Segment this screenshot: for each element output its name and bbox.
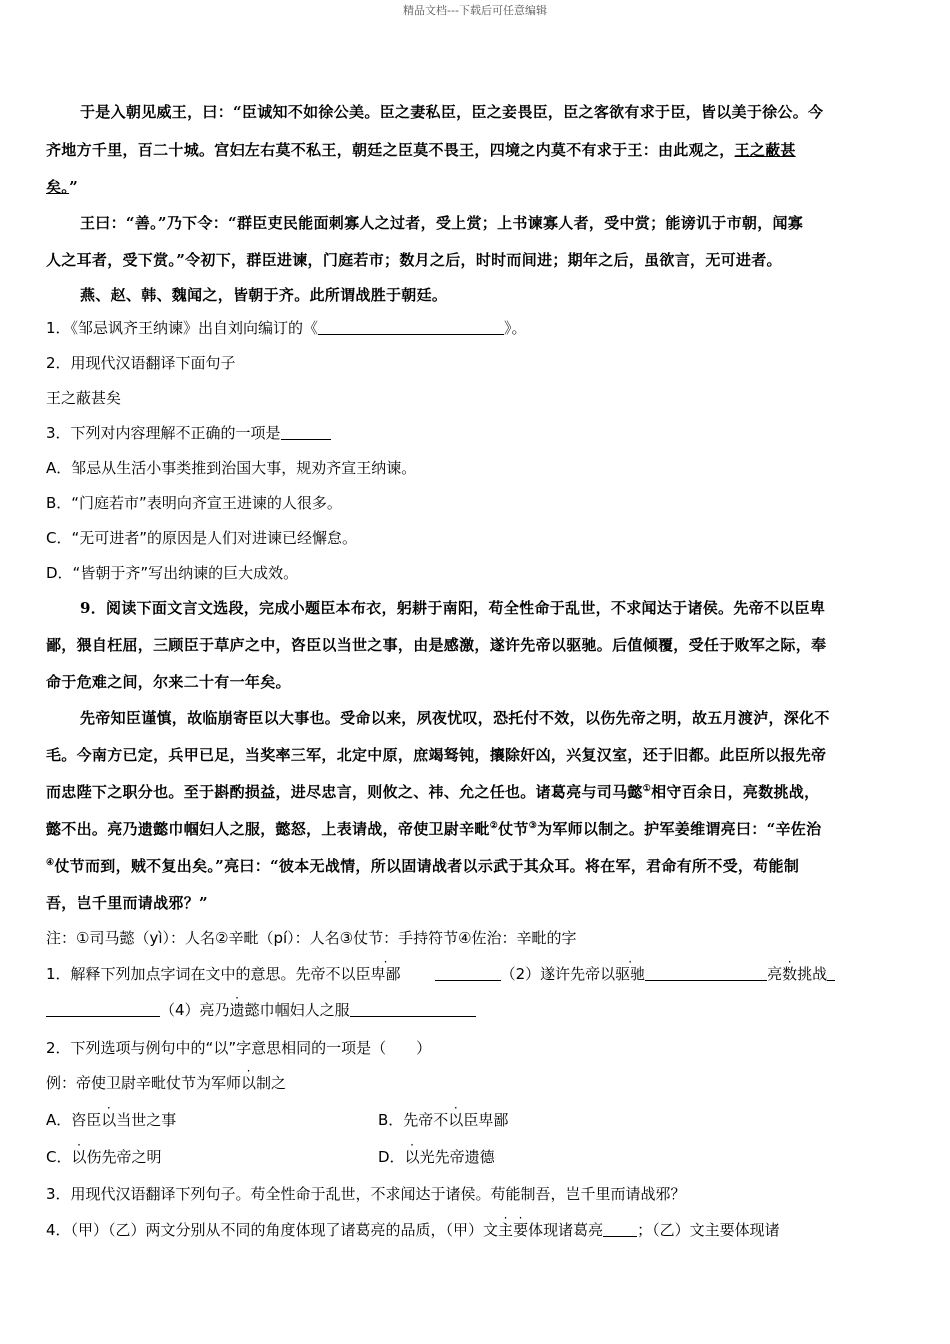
- passage2-line: [46, 782, 819, 802]
- option-text: C．: [46, 1148, 72, 1166]
- question-2: 2．用现代汉语翻译下面句子: [46, 354, 236, 372]
- option-a: A．邹忌从生活小事类推到治国大事，规劝齐宣王纳谏。: [46, 459, 417, 477]
- question-2: 2．下列选项与例句中的“以”字意思相同的一项是（ ）: [46, 1039, 432, 1057]
- question-text: 3．下列对内容理解不正确的一项是: [46, 424, 281, 442]
- footnote-marker: ②: [489, 821, 499, 831]
- question-1: [46, 964, 835, 984]
- question-text: （2）遂许先帝以: [500, 965, 616, 983]
- question-text: 1．《邹忌讽齐王纳谏》出自刘向编订的《: [46, 319, 319, 337]
- dotted-word: 数: [782, 965, 798, 983]
- answer-blank[interactable]: [645, 966, 767, 981]
- passage2-text: 懿不出。亮乃遗懿巾帼妇人之服，懿怒，上表请战，帝使卫尉辛毗: [46, 820, 490, 838]
- passage1-text: ”: [69, 178, 79, 196]
- option-text: A．咨臣: [46, 1111, 102, 1129]
- answer-blank[interactable]: [350, 1002, 476, 1017]
- page-header: 精品文档---下载后可任意编辑: [403, 4, 547, 17]
- option-b: [378, 1110, 508, 1130]
- answer-blank[interactable]: [46, 1002, 160, 1017]
- question-text: 挑战: [797, 965, 828, 983]
- dotted-word: 以: [101, 1111, 117, 1129]
- option-a: [46, 1110, 176, 1130]
- answer-blank[interactable]: [318, 320, 504, 335]
- answer-blank[interactable]: [281, 425, 331, 440]
- question-1: [46, 318, 527, 338]
- dotted-word: 遗: [229, 1001, 245, 1019]
- underlined-phrase: 矣。: [46, 178, 70, 196]
- question-4: [46, 1220, 780, 1240]
- option-c: C．“无可进者”的原因是人们对进谏已经懈怠。: [46, 529, 358, 547]
- dotted-word: 驱驰: [615, 965, 646, 983]
- question-text: ；（乙）文主要体现诸: [637, 1221, 780, 1239]
- option-text: 臣卑鄙: [463, 1111, 509, 1129]
- question-text: 制之: [256, 1074, 287, 1092]
- footnote-marker: ①: [642, 784, 652, 794]
- option-d: [378, 1147, 495, 1167]
- answer-blank[interactable]: [603, 1222, 637, 1237]
- answer-blank[interactable]: [827, 966, 835, 981]
- passage2-line: 吾，岂千里而请战邪？”: [46, 894, 208, 912]
- passage2-line: [46, 819, 821, 839]
- dotted-word: 以: [71, 1148, 87, 1166]
- option-text: 伤先帝之明: [86, 1148, 162, 1166]
- passage2-line: 毛。今南方已定，兵甲已足，当奖率三军，北定中原，庶竭驽钝，攘除奸凶，兴复汉室，还于旧都。此臣所以报先帝: [46, 746, 827, 764]
- option-d: D．“皆朝于齐”写出纳谏的巨大成效。: [46, 564, 299, 582]
- example-sentence: [46, 1073, 286, 1093]
- passage2-line: 9．阅读下面文言文选段，完成小题臣本布衣，躬耕于南阳，苟全性命于乱世，不求闻达于诸侯。先帝不以臣卑: [80, 599, 826, 617]
- option-b: B．“门庭若市”表明向齐宣王进谏的人很多。: [46, 494, 342, 512]
- passage2-line: 先帝知臣谨慎，故临崩寄臣以大事也。受命以来，夙夜忧叹，恐托付不效，以伤先帝之明，故五月渡泸，深化不: [80, 709, 830, 727]
- dotted-word: 以: [241, 1074, 257, 1092]
- question-text: （4）亮乃: [160, 1001, 230, 1019]
- dotted-word: 以: [448, 1111, 464, 1129]
- footnote: 注：①司马懿（yì）：人名②辛毗（pí）：人名③仗节：手持符节④佐治：辛毗的字: [46, 929, 577, 947]
- question-text: 亮: [767, 965, 783, 983]
- passage1-line: 人之耳者，受下赏。”令初下，群臣进谏，门庭若市；数月之后，时时而间进；期年之后，虽欲言，无可进者。: [46, 251, 782, 269]
- dotted-word: 主: [498, 1221, 514, 1239]
- passage2-text: 而忠陛下之职分也。至于斟酌损益，进尽忠言，则攸之、祎、允之任也。诸葛亮与司马懿: [46, 783, 643, 801]
- question-2-sentence: 王之蔽甚矣: [46, 389, 122, 407]
- question-text: 体现诸葛亮: [528, 1221, 604, 1239]
- passage2-text: 为军师以制之。护军姜维谓亮曰：“辛佐治: [537, 820, 822, 838]
- question-3: 3．用现代汉语翻译下列句子。苟全性命于乱世，不求闻达于诸侯。苟能制吾，岂千里而请战邪？: [46, 1185, 686, 1203]
- passage1-line: 于是入朝见威王，曰：“臣诚知不如徐公美。臣之妻私臣，臣之妾畏臣，臣之客欲有求于臣，皆以美于徐公。今: [80, 103, 824, 121]
- question-text: 例：帝使卫尉辛毗仗节为军师: [46, 1074, 242, 1092]
- footnote-marker: ③: [528, 821, 538, 831]
- question-1-cont: [46, 1000, 476, 1020]
- passage2-text: 仗节: [498, 820, 529, 838]
- footnote-marker: ④: [46, 858, 55, 868]
- underlined-phrase: 王之蔽甚: [734, 141, 796, 159]
- passage1-line: [46, 177, 78, 197]
- option-text: 当世之事: [116, 1111, 177, 1129]
- answer-blank[interactable]: [435, 966, 501, 981]
- passage2-line: 命于危难之间，尔来二十有一年矣。: [46, 673, 291, 691]
- question-text: 1．解释下列加点字词在文中的意思。先帝不以臣: [46, 965, 371, 983]
- dotted-word: 以: [404, 1148, 420, 1166]
- passage2-text: 仗节而到，贼不复出矣。”亮曰：“彼本无战情，所以固请战者以示武于其众耳。将在军，君命有所不受，苟能制: [54, 857, 800, 875]
- passage2-line: [46, 856, 799, 876]
- passage2-text: 相守百余日，亮数挑战，: [651, 783, 820, 801]
- passage1-line: 燕、赵、韩、魏闻之，皆朝于齐。此所谓战胜于朝廷。: [80, 286, 448, 304]
- question-text: 懿巾帼妇人之服: [244, 1001, 350, 1019]
- question-text: 4．（甲）（乙）两文分别从不同的角度体现了诸葛亮的品质，（甲）文: [46, 1221, 499, 1239]
- option-text: D．: [378, 1148, 405, 1166]
- option-text: B．先帝不: [378, 1111, 449, 1129]
- option-text: 光先帝遗德: [419, 1148, 495, 1166]
- passage1-line: 王曰：“善。”乃下令：“群臣吏民能面刺寡人之过者，受上赏；上书谏寡人者，受中赏；能谤讥于市朝，闻寡: [80, 214, 804, 232]
- passage1-text: 齐地方千里，百二十城。宫妇左右莫不私王，朝廷之臣莫不畏王，四境之内莫不有求于王：由此观之，: [46, 141, 735, 159]
- question-text: 》。: [504, 319, 527, 337]
- dotted-word: 卑鄙: [370, 965, 401, 983]
- passage1-line: [46, 140, 796, 160]
- passage2-line: 鄙，猥自枉屈，三顾臣于草庐之中，咨臣以当世之事，由是感激，遂许先帝以驱驰。后值倾覆，受任于败军之际，奉: [46, 636, 827, 654]
- dotted-word: 要: [513, 1221, 529, 1239]
- option-c: [46, 1147, 162, 1167]
- question-3: [46, 423, 331, 443]
